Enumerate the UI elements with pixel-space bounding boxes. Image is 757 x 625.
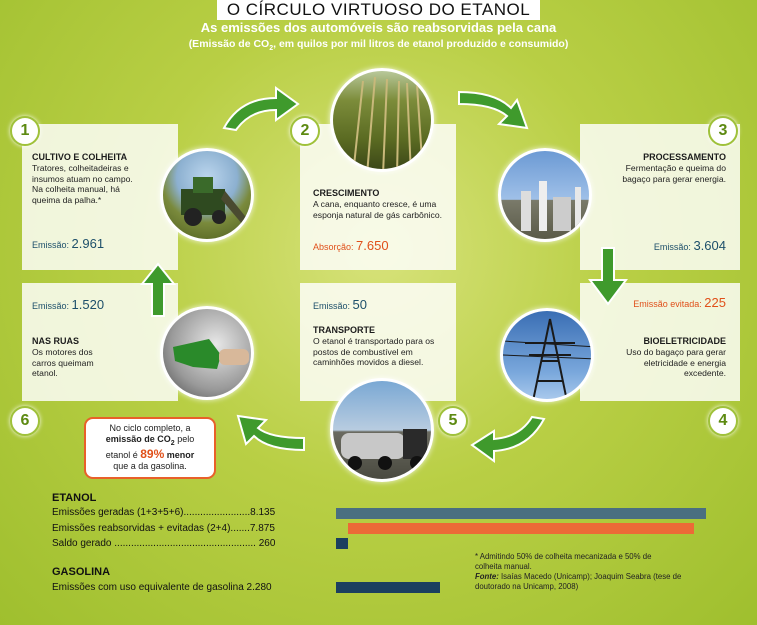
- bar-reabsorbed: [348, 523, 694, 534]
- harvester-icon: [163, 151, 254, 242]
- step-number-6: 6: [10, 406, 40, 436]
- row-label-gasoline: Emissões com uso equivalente de gasolina 2.280: [52, 582, 272, 593]
- step-4-avoided-value: 225: [704, 295, 726, 310]
- footnote-source-label: Fonte:: [475, 572, 499, 581]
- gasoline-heading: GASOLINA: [52, 566, 111, 578]
- step-3-text: Fermentação e queima do bagaço para gerar energia.: [622, 163, 726, 184]
- bar-balance: [336, 538, 348, 549]
- row-label-reabsorbed: Emissões reabsorvidas + evitadas (2+4).......7.875: [52, 523, 275, 534]
- step-3-emission-label: Emissão:: [653, 242, 691, 252]
- step-5-text: O etanol é transportado para os postos de combustível em caminhões movidos a diesel.: [313, 336, 435, 367]
- callout-line-3-post: menor: [164, 449, 195, 460]
- summary-callout: [84, 417, 216, 479]
- fuel-nozzle-icon: [163, 309, 254, 400]
- arrow-1-to-2-icon: [220, 84, 300, 132]
- step-6-text: Os motores dos carros queimam etanol.: [32, 347, 94, 378]
- step-4-avoided-label: Emissão evitada:: [633, 299, 702, 309]
- photo-sugarcane: [330, 68, 434, 172]
- step-6-emission-value: 1.520: [71, 297, 105, 312]
- footnote-source-text: Isaías Macedo (Unicamp); Joaquim Seabra (tese de: [498, 572, 682, 581]
- callout-line-4: que a da gasolina.: [113, 460, 187, 471]
- truck-icon: [333, 381, 434, 482]
- subtitle-units: [0, 38, 757, 52]
- factory-icon: [501, 151, 592, 242]
- step-1-emission-value: 2.961: [71, 236, 105, 251]
- step-3-emission: [600, 238, 726, 253]
- footnote-line-2: colheita manual.: [475, 562, 532, 571]
- callout-line-3-pre: etanol é: [105, 449, 141, 460]
- step-number-1: 1: [10, 116, 40, 146]
- step-number-5: 5: [438, 406, 468, 436]
- step-1-text: Tratores, colheitadeiras e insumos atuam no campo. Na colheita manual, há queima da palha.*: [32, 163, 133, 205]
- subtitle: As emissões dos automóveis são reabsorvidas pela cana: [200, 20, 557, 35]
- arrow-2-to-3-icon: [455, 84, 535, 132]
- step-6-emission: [32, 297, 104, 312]
- step-2-absorption: [313, 238, 389, 253]
- footnote-source: [475, 572, 745, 582]
- photo-tanker-truck: [330, 378, 434, 482]
- callout-line-2-sub: 2: [170, 439, 175, 447]
- bar-gasoline: [336, 582, 440, 593]
- photo-mill: [498, 148, 592, 242]
- step-5-emission: [313, 297, 367, 312]
- bar-generated: [336, 508, 706, 519]
- subtitle-units-sub: 2: [269, 45, 274, 53]
- step-1-emission-label: Emissão:: [32, 240, 70, 250]
- step-number-3: 3: [708, 116, 738, 146]
- step-2-text: A cana, enquanto cresce, é uma esponja natural de gás carbônico.: [313, 199, 442, 220]
- step-5-title: TRANSPORTE: [313, 325, 376, 335]
- footnote-line-1: * Admitindo 50% de colheita mecanizada e 50% de: [475, 552, 652, 561]
- arrow-5-to-6-icon: [228, 410, 308, 462]
- step-2-absorption-label: Absorção:: [313, 242, 354, 252]
- callout-line-1: No ciclo completo, a: [109, 423, 191, 433]
- photo-harvest: [160, 148, 254, 242]
- arrow-4-to-5-icon: [468, 415, 548, 467]
- step-6-emission-label: Emissão:: [32, 301, 70, 311]
- step-5-emission-value: 50: [352, 297, 367, 312]
- step-4-title: BIOELETRICIDADE: [643, 336, 726, 346]
- subtitle-units-post: , em quilos por mil litros de etanol produzido e consumido): [273, 38, 569, 50]
- step-2-absorption-value: 7.650: [356, 238, 389, 253]
- step-4-avoided: [600, 295, 726, 310]
- footnote-line-4: doutorado na Unicamp, 2008): [475, 582, 579, 591]
- callout-line-2-post: pelo: [174, 434, 195, 444]
- step-4-text: Uso do bagaço para gerar eletricidade e energia excedente.: [626, 347, 726, 378]
- step-1-emission: [32, 236, 104, 251]
- arrow-6-to-1-icon: [138, 262, 178, 318]
- callout-percent: 89%: [140, 446, 165, 461]
- callout-line-3: [86, 446, 214, 461]
- step-5-emission-label: Emissão:: [313, 301, 351, 311]
- step-3-emission-value: 3.604: [693, 238, 726, 253]
- step-number-4: 4: [708, 406, 738, 436]
- callout-line-2-pre: emissão de CO: [105, 434, 171, 444]
- ethanol-heading: ETANOL: [52, 492, 97, 504]
- row-label-generated: Emissões geradas (1+3+5+6)........................8.135: [52, 507, 276, 518]
- title-bar: [0, 0, 757, 20]
- step-2-title: CRESCIMENTO: [313, 188, 380, 198]
- photo-power-lines: [500, 308, 594, 402]
- step-3-title: PROCESSAMENTO: [643, 152, 726, 162]
- step-number-2: 2: [290, 116, 320, 146]
- row-label-balance: Saldo gerado ................................................... 260: [52, 538, 276, 549]
- photo-fuel-nozzle: [160, 306, 254, 400]
- step-1-title: CULTIVO E COLHEITA: [32, 152, 128, 162]
- footnote: [475, 552, 745, 592]
- page-title: O CÍRCULO VIRTUOSO DO ETANOL: [217, 0, 540, 20]
- subtitle-units-pre: (Emissão de CO: [188, 38, 270, 50]
- step-6-title: NAS RUAS: [32, 336, 80, 346]
